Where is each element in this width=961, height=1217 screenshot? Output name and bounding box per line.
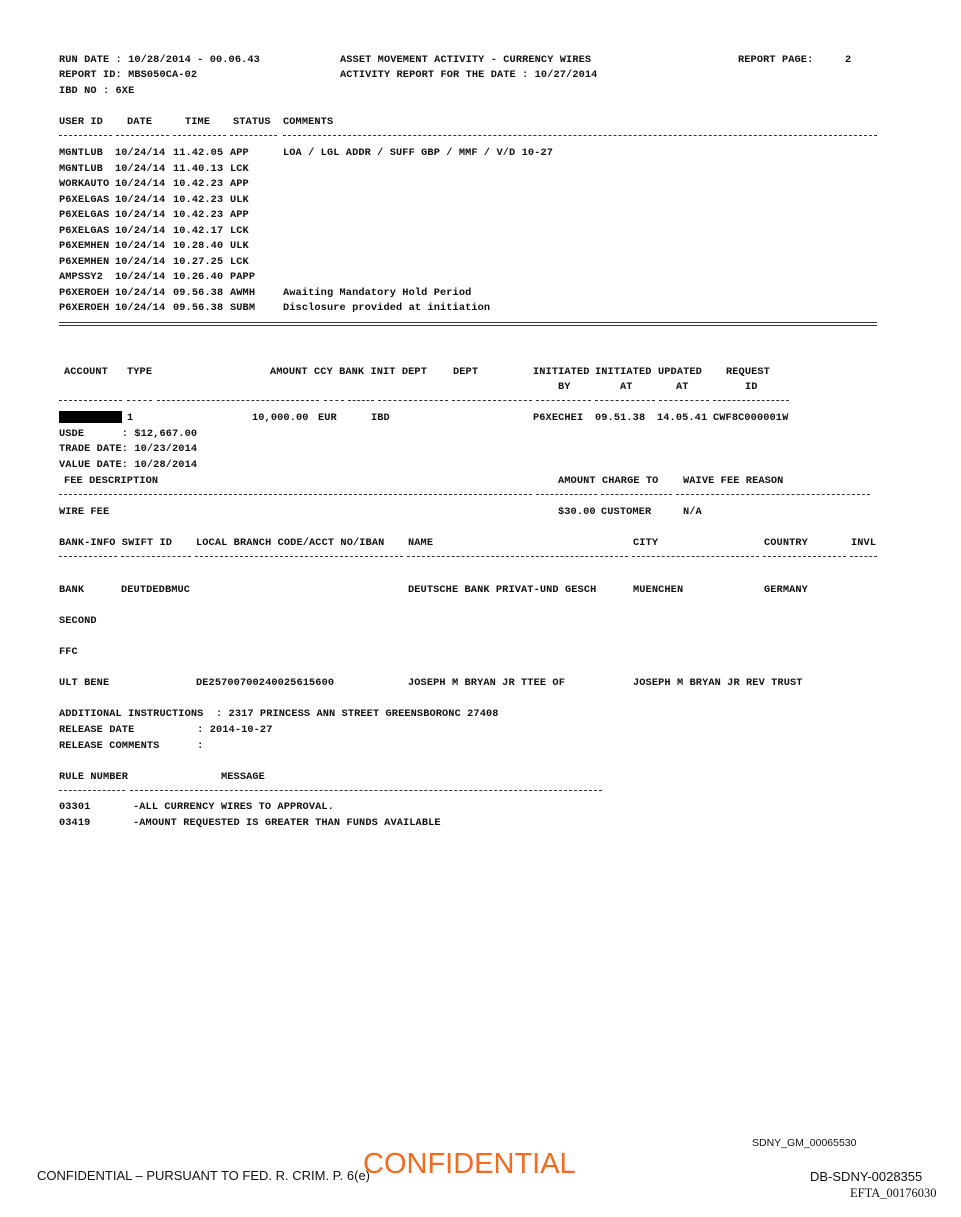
ffc-label: FFC	[59, 646, 78, 658]
confidential-stamp: CONFIDENTIAL	[363, 1148, 576, 1180]
release-comments: RELEASE COMMENTS :	[59, 740, 204, 752]
bank-name: DEUTSCHE BANK PRIVAT-UND GESCH	[408, 584, 597, 596]
activity-comment: Awaiting Mandatory Hold Period	[283, 286, 472, 299]
col-header-type: TYPE	[127, 366, 153, 378]
col-header-country: COUNTRY	[764, 537, 808, 549]
ult-bene-name: JOSEPH M BRYAN JR TTEE OF	[408, 677, 565, 689]
activity-date: 10/24/14	[115, 286, 166, 299]
redaction-box	[59, 411, 122, 423]
divider	[763, 556, 846, 557]
divider	[59, 400, 122, 401]
divider	[230, 135, 277, 136]
col-header-initiated: INITIATED	[533, 366, 590, 378]
activity-user-id: P6XELGAS	[59, 193, 110, 206]
bates-number-efta: EFTA_00176030	[850, 1186, 937, 1200]
activity-comment: LOA / LGL ADDR / SUFF GBP / MMF / V/D 10-27	[283, 147, 554, 159]
initiated-at: 09.51.38	[595, 412, 646, 424]
activity-user-id: WORKAUTO	[59, 178, 110, 190]
col-header-rule-number: RULE NUMBER	[59, 771, 129, 783]
col-header-name: NAME	[408, 537, 434, 549]
divider	[713, 400, 789, 401]
divider	[195, 556, 403, 557]
col-header-waive-fee-reason: WAIVE FEE REASON	[683, 475, 784, 487]
confidential-notice: CONFIDENTIAL – PURSUANT TO FED. R. CRIM. P. 6(e)	[37, 1168, 371, 1183]
release-date: RELEASE DATE : 2014-10-27	[59, 724, 273, 736]
col-header-message: MESSAGE	[221, 771, 265, 783]
activity-date: 10/24/14	[115, 193, 166, 206]
col-header-initiated: INITIATED	[595, 366, 652, 378]
activity-date: 10/24/14	[115, 162, 166, 175]
activity-status: APP	[230, 178, 249, 190]
divider	[676, 494, 870, 495]
activity-user-id: P6XELGAS	[59, 224, 110, 237]
rule-message: -ALL CURRENCY WIRES TO APPROVAL.	[133, 801, 334, 813]
col-header-updated: UPDATED	[658, 366, 702, 378]
col-header-dept: DEPT	[453, 366, 479, 378]
divider	[850, 556, 877, 557]
divider	[632, 556, 759, 557]
activity-user-id: P6XEROEH	[59, 286, 110, 299]
report-page-number: 2	[845, 54, 852, 66]
col-header-amount-charge-to: AMOUNT CHARGE TO	[558, 475, 659, 487]
activity-date: 10/24/14	[115, 178, 166, 190]
activity-status: ULK	[230, 240, 249, 252]
fee-description: WIRE FEE	[59, 506, 110, 518]
activity-user-id: AMPSSY2	[59, 271, 103, 283]
initiated-by: P6XECHEI	[533, 412, 584, 424]
rule-number: 03301	[59, 801, 91, 813]
col-header-invl: INVL	[851, 537, 877, 549]
ult-bene-label: ULT BENE	[59, 677, 110, 689]
divider	[659, 400, 709, 401]
divider	[595, 400, 655, 401]
account-type: 1	[127, 412, 134, 424]
activity-date: 10/24/14	[115, 271, 166, 283]
second-bank-label: SECOND	[59, 615, 97, 627]
col-header-id: ID	[745, 381, 758, 393]
col-header-user-id: USER ID	[59, 116, 103, 128]
activity-date: 10/24/14	[115, 209, 166, 221]
divider	[324, 400, 344, 401]
double-divider	[59, 322, 877, 326]
activity-comment: Disclosure provided at initiation	[283, 302, 491, 314]
activity-date: 10/24/14	[115, 240, 166, 252]
usde-amount: USDE : $12,667.00	[59, 428, 198, 440]
col-header-fee-description: FEE DESCRIPTION	[64, 475, 159, 487]
col-header-status: STATUS	[233, 116, 271, 128]
divider	[536, 400, 591, 401]
col-header-at: AT	[676, 381, 689, 393]
report-page-label: REPORT PAGE:	[738, 54, 814, 66]
activity-time: 10.27.25	[173, 255, 224, 268]
additional-instructions: ADDITIONAL INSTRUCTIONS : 2317 PRINCESS ANN STREET GREENSBORONC 27408	[59, 708, 499, 720]
divider	[378, 400, 448, 401]
activity-status: LCK	[230, 255, 249, 268]
activity-status: APP	[230, 147, 249, 159]
rule-message: -AMOUNT REQUESTED IS GREATER THAN FUNDS AVAILABLE	[133, 817, 441, 829]
divider	[407, 556, 628, 557]
divider	[601, 494, 672, 495]
bank-label: BANK	[59, 584, 85, 596]
activity-date: 10/24/14	[115, 255, 166, 268]
col-header-time: TIME	[185, 116, 211, 128]
divider	[59, 135, 112, 136]
col-header-comments: COMMENTS	[283, 116, 334, 128]
divider	[348, 400, 374, 401]
activity-status: LCK	[230, 162, 249, 175]
wire-currency: EUR	[318, 412, 337, 424]
ult-bene-trust: JOSEPH M BRYAN JR REV TRUST	[633, 677, 803, 689]
divider	[127, 400, 152, 401]
divider	[130, 790, 602, 791]
activity-time: 11.40.13	[173, 162, 224, 175]
activity-status: APP	[230, 209, 249, 221]
activity-time: 10.42.23	[173, 178, 224, 190]
activity-user-id: P6XEMHEN	[59, 240, 110, 252]
activity-time: 10.42.23	[173, 209, 224, 221]
col-header-account: ACCOUNT	[64, 366, 108, 378]
col-header-city: CITY	[633, 537, 659, 549]
wire-amount: 10,000.00	[252, 412, 309, 424]
col-header-by: BY	[558, 381, 571, 393]
activity-date: 10/24/14	[115, 224, 166, 237]
activity-time: 10.42.17	[173, 224, 224, 237]
col-header-bank-info-swift: BANK-INFO SWIFT ID	[59, 537, 173, 549]
activity-time: 10.26.40	[173, 271, 224, 283]
bates-number-sdny-gm: SDNY_GM_00065530	[752, 1137, 857, 1149]
divider	[59, 556, 117, 557]
activity-status: SUBM	[230, 302, 256, 314]
bank-country: GERMANY	[764, 584, 808, 596]
activity-user-id: P6XEMHEN	[59, 255, 110, 268]
col-header-date: DATE	[127, 116, 153, 128]
divider	[536, 494, 597, 495]
run-date: RUN DATE : 10/28/2014 - 00.06.43	[59, 54, 260, 66]
divider	[59, 494, 532, 495]
divider	[59, 790, 125, 791]
activity-time: 10.28.40	[173, 240, 224, 252]
activity-time: 09.56.38	[173, 302, 224, 314]
activity-date: ACTIVITY REPORT FOR THE DATE : 10/27/2014	[340, 69, 598, 81]
divider	[116, 135, 169, 136]
divider	[121, 556, 191, 557]
divider	[157, 400, 319, 401]
activity-user-id: MGNTLUB	[59, 147, 103, 159]
activity-time: 09.56.38	[173, 286, 224, 299]
activity-status: AWMH	[230, 286, 256, 299]
updated-at: 14.05.41	[657, 412, 708, 424]
activity-status: PAPP	[230, 271, 256, 283]
bates-number-db-sdny: DB-SDNY-0028355	[810, 1169, 923, 1184]
activity-date: 10/24/14	[115, 302, 166, 314]
fee-amount: $30.00	[558, 506, 596, 518]
divider	[173, 135, 226, 136]
col-header-at: AT	[620, 381, 633, 393]
wire-dept: IBD	[371, 412, 390, 424]
activity-user-id: P6XEROEH	[59, 302, 110, 314]
trade-date: TRADE DATE: 10/23/2014	[59, 443, 198, 455]
col-header-amount-ccy-bank-init-dept: AMOUNT CCY BANK INIT DEPT	[270, 366, 427, 378]
activity-user-id: P6XELGAS	[59, 209, 110, 221]
value-date: VALUE DATE: 10/28/2014	[59, 459, 198, 471]
request-id: CWF8C000001W	[713, 412, 789, 424]
fee-waive-reason: N/A	[683, 506, 702, 518]
activity-time: 11.42.05	[173, 147, 224, 159]
ult-bene-iban: DE25700700240025615600	[196, 677, 335, 689]
activity-user-id: MGNTLUB	[59, 162, 103, 175]
bank-city: MUENCHEN	[633, 584, 684, 596]
rule-number: 03419	[59, 817, 91, 829]
divider	[452, 400, 532, 401]
activity-status: LCK	[230, 224, 249, 237]
report-id: REPORT ID: MBS050CA-02	[59, 69, 198, 81]
activity-status: ULK	[230, 193, 249, 206]
activity-time: 10.42.23	[173, 193, 224, 206]
activity-date: 10/24/14	[115, 147, 166, 159]
divider	[283, 135, 877, 136]
report-title: ASSET MOVEMENT ACTIVITY - CURRENCY WIRES	[340, 54, 592, 66]
bank-swift-id: DEUTDEDBMUC	[121, 584, 191, 596]
ibd-number: IBD NO : 6XE	[59, 85, 135, 97]
col-header-request: REQUEST	[726, 366, 770, 378]
col-header-local-branch: LOCAL BRANCH CODE/ACCT NO/IBAN	[196, 537, 385, 549]
fee-charge-to: CUSTOMER	[601, 506, 652, 518]
